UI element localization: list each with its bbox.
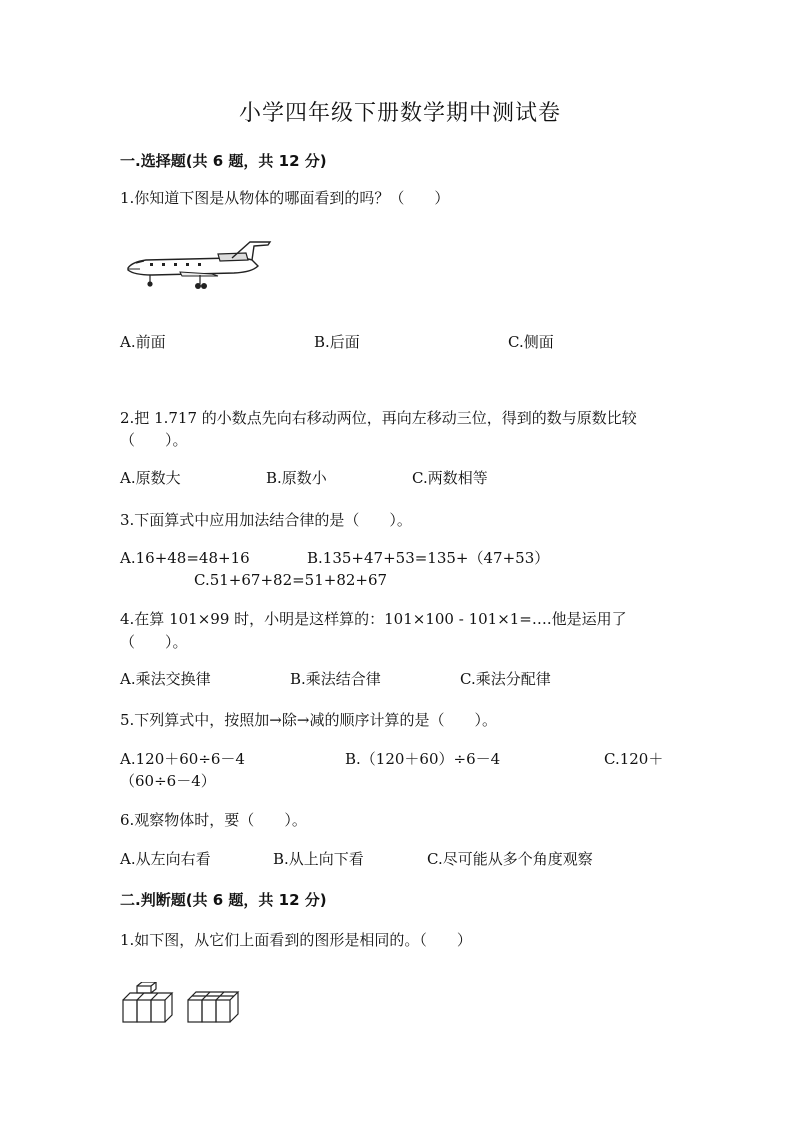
question-2-line-2: （ ）。 <box>120 431 188 449</box>
question-3: 3.下面算式中应用加法结合律的是（ ）。 <box>120 511 412 529</box>
question-2-line-1: 2.把 1.717 的小数点先向右移动两位，再向左移动三位，得到的数与原数比较 <box>120 409 637 427</box>
question-4-line-2: （ ）。 <box>120 633 188 651</box>
q2-option-a[interactable]: A.原数大 <box>120 469 181 487</box>
q3-option-a[interactable]: A.16+48=48+16 <box>120 549 250 567</box>
q3-option-c[interactable]: C.51+67+82=51+82+67 <box>194 571 388 589</box>
q5-option-c[interactable]: C.120＋ <box>604 750 664 768</box>
judgement-1: 1.如下图，从它们上面看到的图形是相同的。（ ） <box>120 931 472 949</box>
q2-option-c[interactable]: C.两数相等 <box>412 469 488 487</box>
q4-option-a[interactable]: A.乘法交换律 <box>120 670 211 688</box>
section-1-heading: 一.选择题(共 6 题，共 12 分) <box>120 152 327 170</box>
q5-option-b[interactable]: B.（120＋60）÷6－4 <box>345 750 501 768</box>
q5-option-c-continued[interactable]: （60÷6－4） <box>120 772 216 790</box>
q1-option-b[interactable]: B.后面 <box>314 333 360 351</box>
q6-option-a[interactable]: A.从左向右看 <box>120 850 211 868</box>
cube-stack-figures-illustration <box>120 982 242 1026</box>
question-1: 1.你知道下图是从物体的哪面看到的吗？（ ） <box>120 189 450 207</box>
q2-option-b[interactable]: B.原数小 <box>266 469 327 487</box>
q6-option-b[interactable]: B.从上向下看 <box>273 850 364 868</box>
q4-option-c[interactable]: C.乘法分配律 <box>460 670 551 688</box>
q3-option-b[interactable]: B.135+47+53=135+（47+53） <box>307 549 550 567</box>
q5-option-a[interactable]: A.120＋60÷6－4 <box>120 750 245 768</box>
page-title: 小学四年级下册数学期中测试卷 <box>238 101 561 126</box>
q1-option-c[interactable]: C.侧面 <box>508 333 554 351</box>
question-6: 6.观察物体时，要（ ）。 <box>120 811 307 829</box>
airplane-side-view-illustration <box>122 240 274 292</box>
q4-option-b[interactable]: B.乘法结合律 <box>290 670 381 688</box>
question-4-line-1: 4.在算 101×99 时，小明是这样算的：101×100 - 101×1=….他是运用了 <box>120 610 627 628</box>
q1-option-a[interactable]: A.前面 <box>120 333 166 351</box>
section-2-heading: 二.判断题(共 6 题，共 12 分) <box>120 891 327 909</box>
question-5: 5.下列算式中，按照加→除→减的顺序计算的是（ ）。 <box>120 711 497 729</box>
q6-option-c[interactable]: C.尽可能从多个角度观察 <box>427 850 593 868</box>
